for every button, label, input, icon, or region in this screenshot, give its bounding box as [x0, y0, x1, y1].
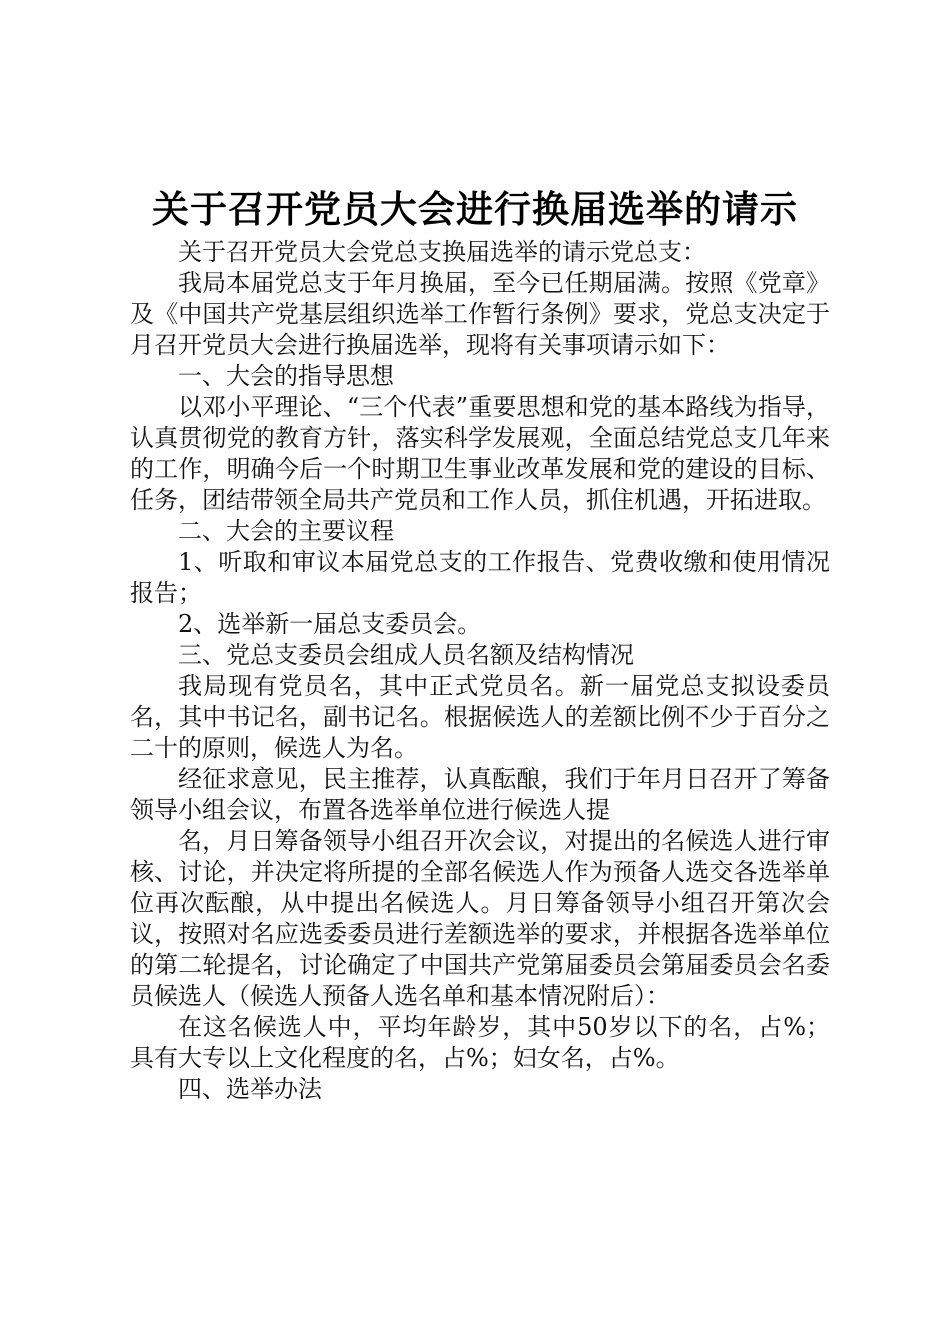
body-paragraph: 在这名候选人中，平均年龄岁，其中50岁以下的名，占%；具有大专以上文化程度的名，占%；妇女名，占%。 — [130, 1013, 830, 1072]
section-heading-3: 三、党总支委员会组成人员名额及结构情况 — [178, 641, 634, 669]
section-heading-2: 二、大会的主要议程 — [178, 517, 394, 545]
section-heading-4: 四、选举办法 — [178, 1075, 322, 1103]
body-paragraph: 我局本届党总支于年月换届，至今已任期届满。按照《党章》及《中国共产党基层组织选举工作暂行条例》要求，党总支决定于月召开党员大会进行换届选举，现将有关事项请示如下： — [130, 269, 830, 359]
body-paragraph: 以邓小平理论、“三个代表”重要思想和党的基本路线为指导，认真贯彻党的教育方针，落实科学发展观，全面总结党总支几年来的工作，明确今后一个时期卫生事业改革发展和党的建设的目标、任务，团结带领全局共产党员和工作人员，抓住机遇，开拓进取。 — [130, 393, 830, 514]
document-body — [130, 237, 830, 1105]
body-paragraph: 名，月日筹备领导小组召开次会议，对提出的名候选人进行审核、讨论，并决定将所提的全部名候选人作为预备人选交各选举单位再次酝酿，从中提出名候选人。月日筹备领导小组召开第次会议，按照对名应选委委员进行差额选举的要求，并根据各选举单位的第二轮提名，讨论确定了中国共产党第届委员会第届委员会名委员候选人（候选人预备人选名单和基本情况附后）： — [130, 827, 830, 1010]
section-heading-1: 一、大会的指导思想 — [178, 362, 394, 390]
agenda-item-2: 2、选举新一届总支委员会。 — [178, 610, 482, 638]
body-paragraph: 我局现有党员名，其中正式党员名。新一届党总支拟设委员名，其中书记名，副书记名。根据候选人的差额比例不少于百分之二十的原则，候选人为名。 — [130, 672, 830, 762]
body-paragraph: 经征求意见，民主推荐，认真酝酿，我们于年月日召开了筹备领导小组会议，布置各选举单位进行候选人提 — [130, 765, 830, 824]
document-title: 关于召开党员大会进行换届选举的请示 — [152, 187, 798, 231]
agenda-item-1: 1、听取和审议本届党总支的工作报告、党费收缴和使用情况报告； — [130, 548, 830, 607]
salutation-paragraph: 关于召开党员大会党总支换届选举的请示党总支： — [178, 238, 706, 266]
